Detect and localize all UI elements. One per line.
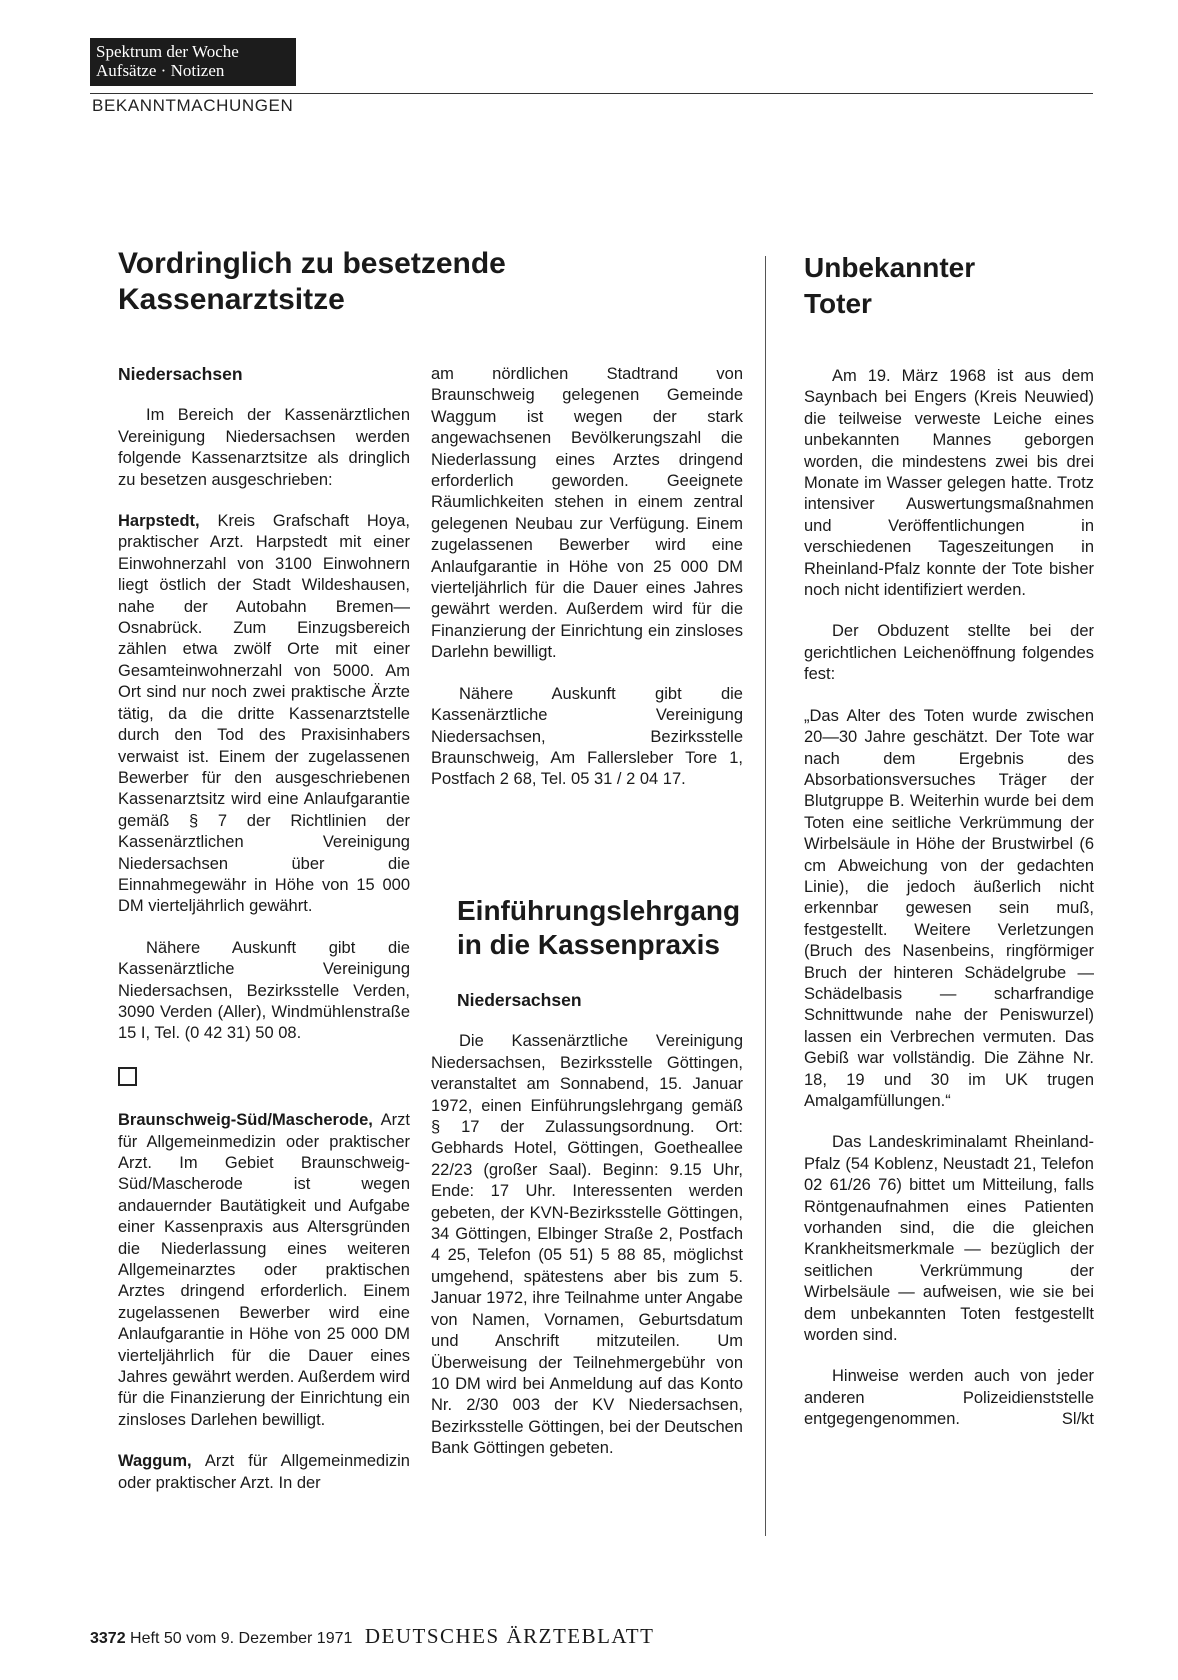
braunschweig-text: Arzt für Allgemeinmedizin oder praktischer Arzt. Im Gebiet Braunschweig-Süd/Mascherode ist wegen andauernder Bautätigkeit und Aufgabe einer Kassenpraxis aus Altersgründen die Niederlassung eines weiteren Allgemeinarztes oder praktischen Arztes dringend erforderlich. Einem zugelassenen Bewerber wird eine Anlaufgarantie in Höhe von 25 000 DM vierteljährlich für die Dauer eines Jahres gewährt werden. Außerdem wird für die Finanzierung der Einrichtung ein zinsloses Darlehen bewilligt. — [118, 1111, 410, 1429]
article1-intro: Im Bereich der Kassenärztlichen Vereinigung Niedersachsen werden folgende Kassenarztsitze als dringlich zu besetzen ausgeschrieben: — [118, 406, 410, 489]
separator-box-icon — [118, 1067, 137, 1086]
article2-subhead: Niedersachsen — [457, 990, 582, 1010]
article3-title-line1: Unbekannter — [804, 252, 976, 283]
article3-paragraph-3: Das Landeskriminalamt Rheinland-Pfalz (54 Koblenz, Neustadt 21, Telefon 02 61/26 76) bittet um Mitteilung, falls Röntgenaufnahmen eines Patienten vorhanden sind, die die gleichen Krankheitsmerkmale — bezüglich der seitlichen Verkrümmung der Wirbelsäule — aufweisen, wie sie bei dem unbekannten Toten festgestellt worden sind. — [804, 1133, 1094, 1345]
article1-subhead: Niedersachsen — [118, 364, 243, 384]
article3-signature: Sl/kt — [1061, 1410, 1094, 1429]
harpstedt-text: Kreis Grafschaft Hoya, praktischer Arzt. Harpstedt mit einer Einwohnerzahl von 3100 Einwohnern liegt östlich der Stadt Wildeshausen, nahe der Autobahn Bremen—Osnabrück. Zum Einzugsbereich zählen etwa zwölf Orte mit einer Gesamteinwohnerzahl von 5000. Am Ort sind nur noch zwei praktische Ärzte tätig, da die dritte Kassenarztstelle durch den Tod des Praxisinhabers verwaist ist. Einem der zugelassenen Bewerber für den ausgeschriebenen Kassenarztsitz wird eine Anlaufgarantie gemäß § 7 der Richtlinien der Kassenärztlichen Vereinigung Niedersachsen über die Einnahmegewähr in Höhe von 15 000 DM vierteljährlich gewährt. — [118, 512, 410, 916]
harpstedt-name: Harpstedt, — [118, 512, 200, 531]
banner-line-2: Aufsätze · Notizen — [96, 61, 225, 80]
waggum-entry — [118, 1451, 410, 1494]
section-banner — [90, 38, 296, 86]
braunschweig-entry — [118, 1110, 410, 1431]
article1-info-braunschweig: Nähere Auskunft gibt die Kassenärztliche Vereinigung Niedersachsen, Bezirksstelle Braunschweig, Am Fallersleber Tore 1, Postfach 2 68, Tel. 05 31 / 2 04 17. — [431, 684, 743, 789]
article2-text: Die Kassenärztliche Vereinigung Niedersachsen, Bezirksstelle Göttingen, veranstaltet am Sonnabend, 15. Januar 1972, einen Einführungslehrgang gemäß § 17 der Zulassungsordnung. Ort: Gebhards Hotel, Göttingen, Goetheallee 22/23 (großer Saal). Beginn: 9.15 Uhr, Ende: 17 Uhr. Interessenten werden gebeten, der KVN-Bezirksstelle Göttingen, 34 Göttingen, Elbinger Straße 2, Postfach 4 25, Telefon (05 51) 5 88 85, möglichst umgehend, spätestens aber bis zum 5. Januar 1972, ihre Teilnahme unter Angabe von Namen, Vornamen, Geburtsdatum und Anschrift mitzuteilen. Um Überweisung der Teilnehmergebühr von 10 DM wird bei Anmeldung auf das Konto Nr. 2/30 003 der KV Niedersachsen, Bezirksstelle Göttingen, bei der Deutschen Bank Göttingen gebeten. — [431, 1032, 743, 1458]
article3-title-line2: Toter — [804, 288, 872, 319]
journal-name: DEUTSCHES ÄRZTEBLATT — [364, 1624, 655, 1648]
article3-closing: Hinweise werden auch von jeder anderen Polizeidienststelle entgegengenommen. — [804, 1367, 1094, 1429]
waggum-continued: am nördlichen Stadtrand von Braunschweig gelegenen Gemeinde Waggum ist wegen der stark angewachsenen Bevölkerungszahl die Niederlassung eines Arztes dringend erforderlich geworden. Geeignete Räumlichkeiten stehen in einem zentral gelegenen Neubau zur Verfügung. Einem zugelassenen Bewerber wird eine Anlaufgarantie in Höhe von 25 000 DM vierteljährlich für die Dauer eines Jahres gewährt werden. Außerdem wird für die Finanzierung der Einrichtung ein zinsloses Darlehn bewilligt. — [431, 365, 743, 662]
banner-line-1: Spektrum der Woche — [96, 42, 239, 61]
waggum-text: Arzt für Allgemeinmedizin oder praktischer Arzt. In der — [118, 1452, 410, 1492]
page-footer — [90, 1624, 654, 1649]
article2-title-line1: Einführungslehrgang — [457, 895, 741, 926]
article3-paragraph-2: Der Obduzent stellte bei der gerichtlichen Leichenöffnung folgendes fest: — [804, 622, 1094, 684]
page-number: 3372 — [90, 1630, 126, 1647]
issue-info: Heft 50 vom 9. Dezember 1971 — [130, 1630, 353, 1647]
article2-title-line2: in die Kassenpraxis — [457, 929, 721, 960]
harpstedt-entry — [118, 511, 410, 918]
article3-paragraph-4 — [804, 1366, 1094, 1430]
section-label: BEKANNTMACHUNGEN — [92, 96, 294, 115]
article1-info-verden: Nähere Auskunft gibt die Kassenärztliche Vereinigung Niedersachsen, Bezirksstelle Verden, 3090 Verden (Aller), Windmühlenstraße 15 I, Tel. (0 42 31) 50 08. — [118, 938, 410, 1043]
column-divider — [765, 256, 766, 1536]
article3-title — [804, 250, 975, 322]
column-3 — [804, 366, 1094, 1451]
column-1 — [118, 364, 410, 1514]
article3-quote: „Das Alter des Toten wurde zwischen 20—30 Jahre geschätzt. Der Tote war nach dem Ergebnis des Absorbationsversuches Träger der Blutgruppe B. Weiterhin wurde bei dem Toten eine seitliche Verkrümmung der Wirbelsäule in Höhe der Brustwirbel (6 cm Abweichung von der gedachten Linie), die jedoch äußerlich nicht erkennbar gewesen sein muß, festgestellt. Weitere Verletzungen (Bruch des Nasenbeins, ringförmiger Bruch der hinteren Schädelgrube — Schädelbasis — scharfrandige Schnittwunde nahe der Peniswurzel) lassen ein Verbrechen vermuten. Das Gebiß war vollständig. Die Zähne Nr. 18, 19 und 30 im UK trugen Amalgamfüllungen.“ — [804, 706, 1094, 1110]
article2-title — [457, 894, 740, 962]
article3-paragraph-1: Am 19. März 1968 ist aus dem Saynbach bei Engers (Kreis Neuwied) die teilweise verweste Leiche eines unbekannten Mannes geborgen worden, die mindestens zwei bis drei Monate im Wasser gelegen hatte. Trotz intensiver Auswertungsmaßnahmen und Veröffentlichungen in verschiedenen Tageszeitungen in Rheinland-Pfalz konnte der Tote bisher noch nicht identifiziert werden. — [804, 367, 1094, 600]
waggum-name: Waggum, — [118, 1452, 192, 1471]
header-rule — [90, 93, 1093, 94]
column-2-lower — [431, 990, 743, 1480]
article1-title — [118, 246, 506, 318]
column-2 — [431, 364, 743, 811]
braunschweig-name: Braunschweig-Süd/Mascherode, — [118, 1111, 373, 1130]
article1-title-line2: Kassenarztsitze — [118, 283, 345, 316]
article1-title-line1: Vordringlich zu besetzende — [118, 247, 506, 280]
